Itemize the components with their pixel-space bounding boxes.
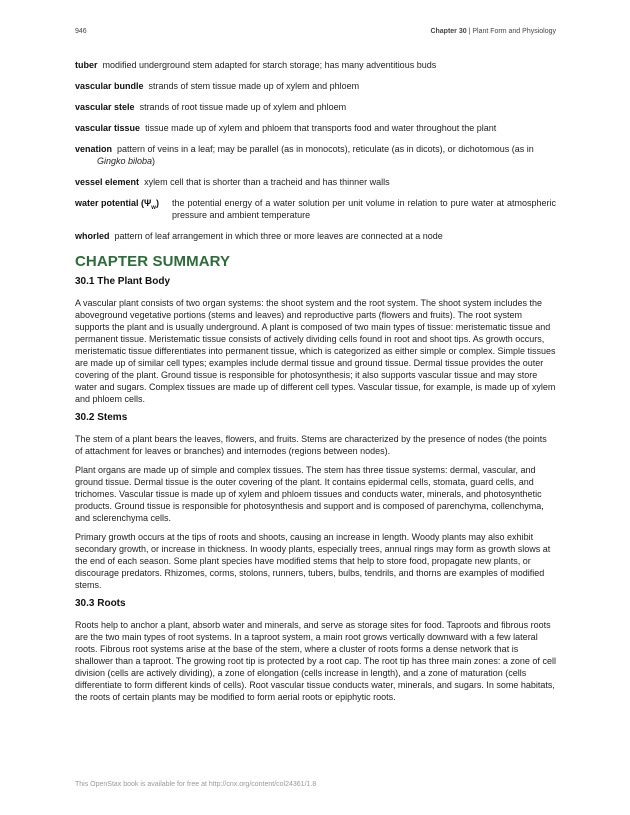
section-paragraph: The stem of a plant bears the leaves, flowers, and fruits. Stems are characterized by the presence of nodes (the points of attachment for leaves or branches) and internodes (regions between nodes). bbox=[75, 434, 547, 456]
glossary-entry bbox=[75, 176, 556, 188]
summary-section-stems bbox=[75, 412, 556, 591]
section-paragraph: Roots help to anchor a plant, absorb water and minerals, and serve as storage sites for food. Taproots and fibrous roots are the two main types of root systems. In a taproot system, a main root grows vertically downward with a few lateral roots. Fibrous root systems arise at the base of the stem, where a cluster of roots forms a dense network that is shallower than a taproot. The growing root tip is protected by a root cap. The root tip has three main zones: a zone of cell division (cells are actively dividing), a zone of elongation (cells increase in length), and a zone of maturation (cells differentiate to form different kinds of cells). Root vascular tissue conducts water, minerals, and sugars. In some habitats, the roots of certain plants may be modified to form aerial roots or epiphytic roots. bbox=[75, 620, 556, 702]
section-paragraph: Plant organs are made up of simple and complex tissues. The stem has three tissue systems: dermal, vascular, and ground tissue. Dermal tissue is the outer covering of the plant. It contains epidermal cells, stomata, guard cells, and trichomes. Vascular tissue is made up of xylem and phloem tissues and conducts water, minerals, and photosynthetic products. Ground tissue is responsible for photosynthesis and support and is composed of parenchyma, collenchyma, and sclerenchyma cells. bbox=[75, 465, 544, 523]
glossary-definition: tissue made up of xylem and phloem that transports food and water throughout the plant bbox=[145, 123, 497, 133]
glossary-entry bbox=[75, 101, 556, 113]
page-content bbox=[75, 59, 556, 710]
chapter-number: Chapter 30 bbox=[430, 28, 467, 35]
glossary-term: vascular bundle bbox=[75, 81, 144, 91]
section-title: 30.2 Stems bbox=[75, 412, 128, 423]
section-paragraph: A vascular plant consists of two organ systems: the shoot system and the root system. The shoot system includes the aboveground vegetative portions (stems and leaves) and reproductive parts (flowers and fruits). The root system supports the plant and is usually underground. A plant is composed of two main types of tissue: meristematic tissue and permanent tissue. Meristematic tissue consists of actively dividing cells found in root and shoot tips. As growth occurs, meristematic tissue differentiates into permanent tissue, which is categorized as either simple or complex. Simple tissues are made up of similar cell types; examples include dermal tissue and ground tissue. Dermal tissue provides the outer covering of the plant. Ground tissue is responsible for photosynthesis; it also supports vascular tissue and may store water and sugars. Complex tissues are made up of different cell types. Vascular tissue, for example, is made up of xylem and phloem cells. bbox=[75, 298, 556, 404]
chapter-title: Plant Form and Physiology bbox=[472, 28, 556, 35]
glossary-definition: strands of stem tissue made up of xylem and phloem bbox=[148, 81, 360, 91]
glossary-entry bbox=[75, 59, 556, 71]
glossary-term: vascular stele bbox=[75, 102, 135, 112]
summary-section-roots bbox=[75, 598, 556, 703]
page-footer: This OpenStax book is available for free at http://cnx.org/content/col24361/1.8 bbox=[75, 781, 317, 788]
glossary-definition: the potential energy of a water solution per unit volume in relation to pure water at atmospheric pressure and ambient temperature bbox=[172, 198, 556, 220]
species-name: Gingko biloba bbox=[97, 156, 153, 166]
glossary-entry bbox=[75, 122, 556, 134]
glossary-term: vessel element bbox=[75, 177, 140, 187]
glossary-term: venation bbox=[75, 144, 113, 154]
glossary-definition: pattern of veins in a leaf; may be parallel (as in monocots), reticulate (as in dicots), or dichotomous (as in Gingko biloba) bbox=[97, 144, 534, 166]
glossary-entry bbox=[75, 230, 556, 242]
chapter-running-head bbox=[430, 28, 556, 35]
summary-section-plant-body bbox=[75, 276, 556, 405]
section-paragraph: Primary growth occurs at the tips of roots and shoots, causing an increase in length. Woody plants may also exhibit secondary growth, or increase in thickness. In woody plants, especially trees, annual rings may form as growth slows at the end of each season. Some plant species have modified stems that help to store food, propagate new plants, or discourage predators. Rhizomes, corms, stolons, runners, tubers, bulbs, tendrils, and thorns are examples of modified stems. bbox=[75, 532, 551, 590]
section-title: 30.3 Roots bbox=[75, 598, 126, 609]
glossary-term: water potential $(\Psi_w)$ bbox=[75, 198, 159, 211]
glossary-term: whorled bbox=[75, 231, 110, 241]
glossary-definition: xylem cell that is shorter than a tracheid and has thinner walls bbox=[144, 177, 390, 187]
section-title: 30.1 The Plant Body bbox=[75, 276, 171, 287]
glossary-entry bbox=[75, 197, 556, 221]
glossary-definition: modified underground stem adapted for starch storage; has many adventitious buds bbox=[102, 60, 437, 70]
glossary-definition: pattern of leaf arrangement in which three or more leaves are connected at a node bbox=[114, 231, 443, 241]
glossary-term: tuber bbox=[75, 60, 98, 70]
chapter-summary-heading: CHAPTER SUMMARY bbox=[75, 253, 231, 270]
glossary-entry bbox=[75, 143, 556, 167]
glossary-definition: strands of root tissue made up of xylem and phloem bbox=[139, 102, 347, 112]
glossary-list bbox=[75, 59, 556, 242]
header-separator: | bbox=[466, 28, 473, 35]
glossary-term: vascular tissue bbox=[75, 123, 141, 133]
glossary-entry bbox=[75, 80, 556, 92]
page-number: 946 bbox=[75, 28, 87, 35]
